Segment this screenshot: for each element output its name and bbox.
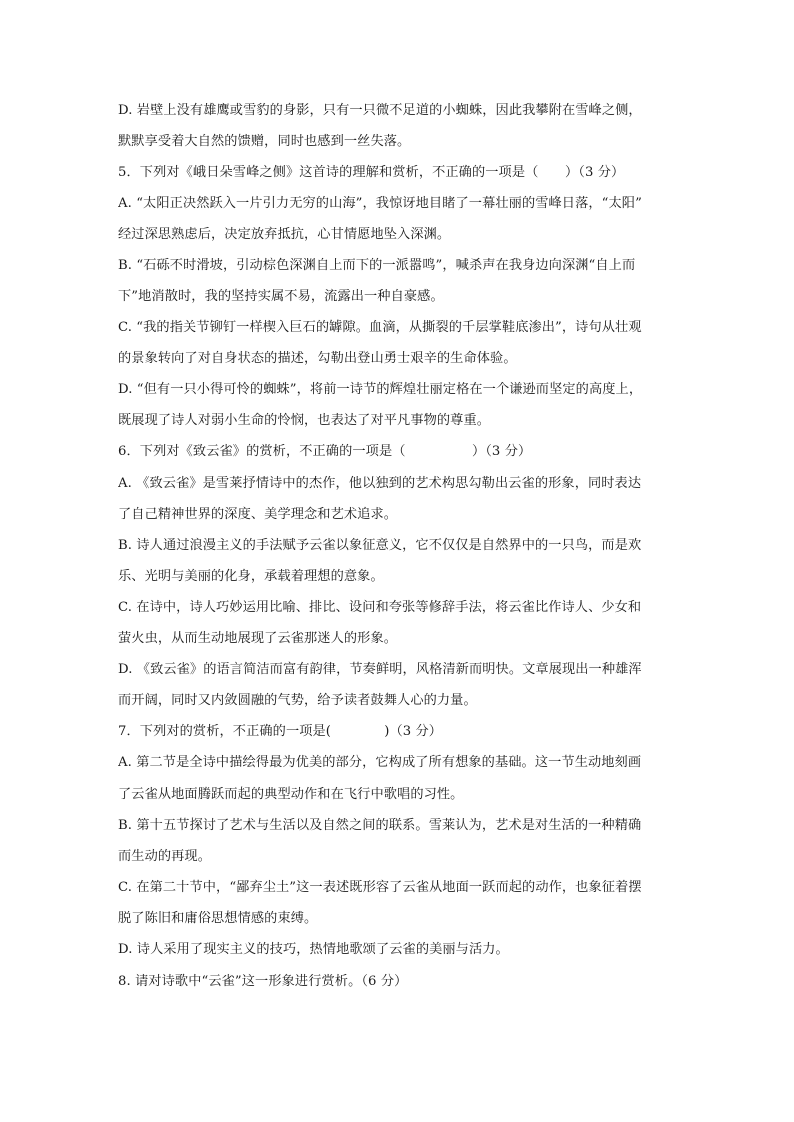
- option-7b-line-2: 而生动的再现。: [118, 849, 212, 864]
- option-5c-line-1: C. “我的指关节铆钉一样楔入巨石的罅隙。血滴，从撕裂的千层掌鞋底渗出”，诗句从壮观: [118, 320, 642, 335]
- option-7a-line-2: 了云雀从地面腾跃而起的典型动作和在飞行中歌唱的习性。: [118, 787, 464, 802]
- question-7-stem: 7．下列对的赏析，不正确的一项是( )（3 分）: [118, 724, 443, 739]
- option-7c-line-2: 脱了陈旧和庸俗思想情感的束缚。: [118, 911, 318, 926]
- option-4d-line-1: D. 岩壁上没有雄鹰或雪豹的身影，只有一只微不足道的小蜘蛛，因此我攀附在雪峰之侧，: [118, 103, 642, 118]
- option-6b-line-2: 乐、光明与美丽的化身，承载着理想的意象。: [118, 569, 384, 584]
- option-6a-line-1: A. 《致云雀》是雪莱抒情诗中的杰作，他以独到的艺术构思勾勒出云雀的形象，同时表达: [118, 476, 642, 491]
- option-6c-line-1: C. 在诗中，诗人巧妙运用比喻、排比、设问和夸张等修辞手法，将云雀比作诗人、少女和: [118, 600, 642, 615]
- option-7a-line-1: A. 第二节是全诗中描绘得最为优美的部分，它构成了所有想象的基础。这一节生动地刻画: [118, 755, 642, 770]
- option-6c-line-2: 萤火虫，从而生动地展现了云雀那迷人的形象。: [118, 631, 398, 646]
- option-6d-line-1: D. 《致云雀》的语言简洁而富有韵律，节奏鲜明，风格清新而明快。文章展现出一种雄浑: [118, 662, 642, 677]
- option-5b-line-2: 下”地消散时，我的坚持实属不易，流露出一种自豪感。: [118, 289, 444, 304]
- question-5-stem: 5．下列对《峨日朵雪峰之侧》这首诗的理解和赏析，不正确的一项是（ ）（3 分）: [118, 165, 625, 180]
- option-7c-line-1: C. 在第二十节中，“鄙弃尘土”这一表述既形容了云雀从地面一跃而起的动作，也象征着摆: [118, 880, 642, 895]
- option-5d-line-2: 既展现了诗人对弱小生命的怜悯，也表达了对平凡事物的尊重。: [118, 413, 491, 428]
- option-5a-line-1: A. “太阳正决然跃入一片引力无穷的山海”，我惊讶地目睹了一幕壮丽的雪峰日落，“太阳”: [118, 196, 642, 211]
- option-6b-line-1: B. 诗人通过浪漫主义的手法赋予云雀以象征意义，它不仅仅是自然界中的一只鸟，而是欢: [118, 538, 642, 553]
- option-5b-line-1: B. “石砾不时滑坡，引动棕色深渊自上而下的一派嚣鸣”，喊杀声在我身边向深渊“自上而: [118, 258, 636, 273]
- option-7b-line-1: B. 第十五节探讨了艺术与生活以及自然之间的联系。雪莱认为，艺术是对生活的一种精确: [118, 818, 642, 833]
- option-4d-line-2: 默默享受着大自然的馈赠，同时也感到一丝失落。: [118, 134, 411, 149]
- option-5d-line-1: D. “但有一只小得可怜的蜘蛛”，将前一诗节的辉煌壮丽定格在一个谦逊而坚定的高度上，: [118, 382, 643, 397]
- option-5c-line-2: 的景象转向了对自身状态的描述，勾勒出登山勇士艰辛的生命体验。: [118, 351, 517, 366]
- option-7d-line-1: D. 诗人采用了现实主义的技巧，热情地歌颂了云雀的美丽与活力。: [118, 942, 509, 957]
- option-6a-line-2: 了自己精神世界的深度、美学理念和艺术追求。: [118, 507, 398, 522]
- question-6-stem: 6．下列对《致云雀》的赏析，不正确的一项是（ ）（3 分）: [118, 444, 532, 459]
- option-5a-line-2: 经过深思熟虑后，决定放弃抵抗，心甘情愿地坠入深渊。: [118, 227, 451, 242]
- question-8-stem: 8. 请对诗歌中“云雀”这一形象进行赏析。（6 分）: [118, 974, 408, 989]
- option-6d-line-2: 而开阔，同时又内敛圆融的气势，给予读者鼓舞人心的力量。: [118, 693, 477, 708]
